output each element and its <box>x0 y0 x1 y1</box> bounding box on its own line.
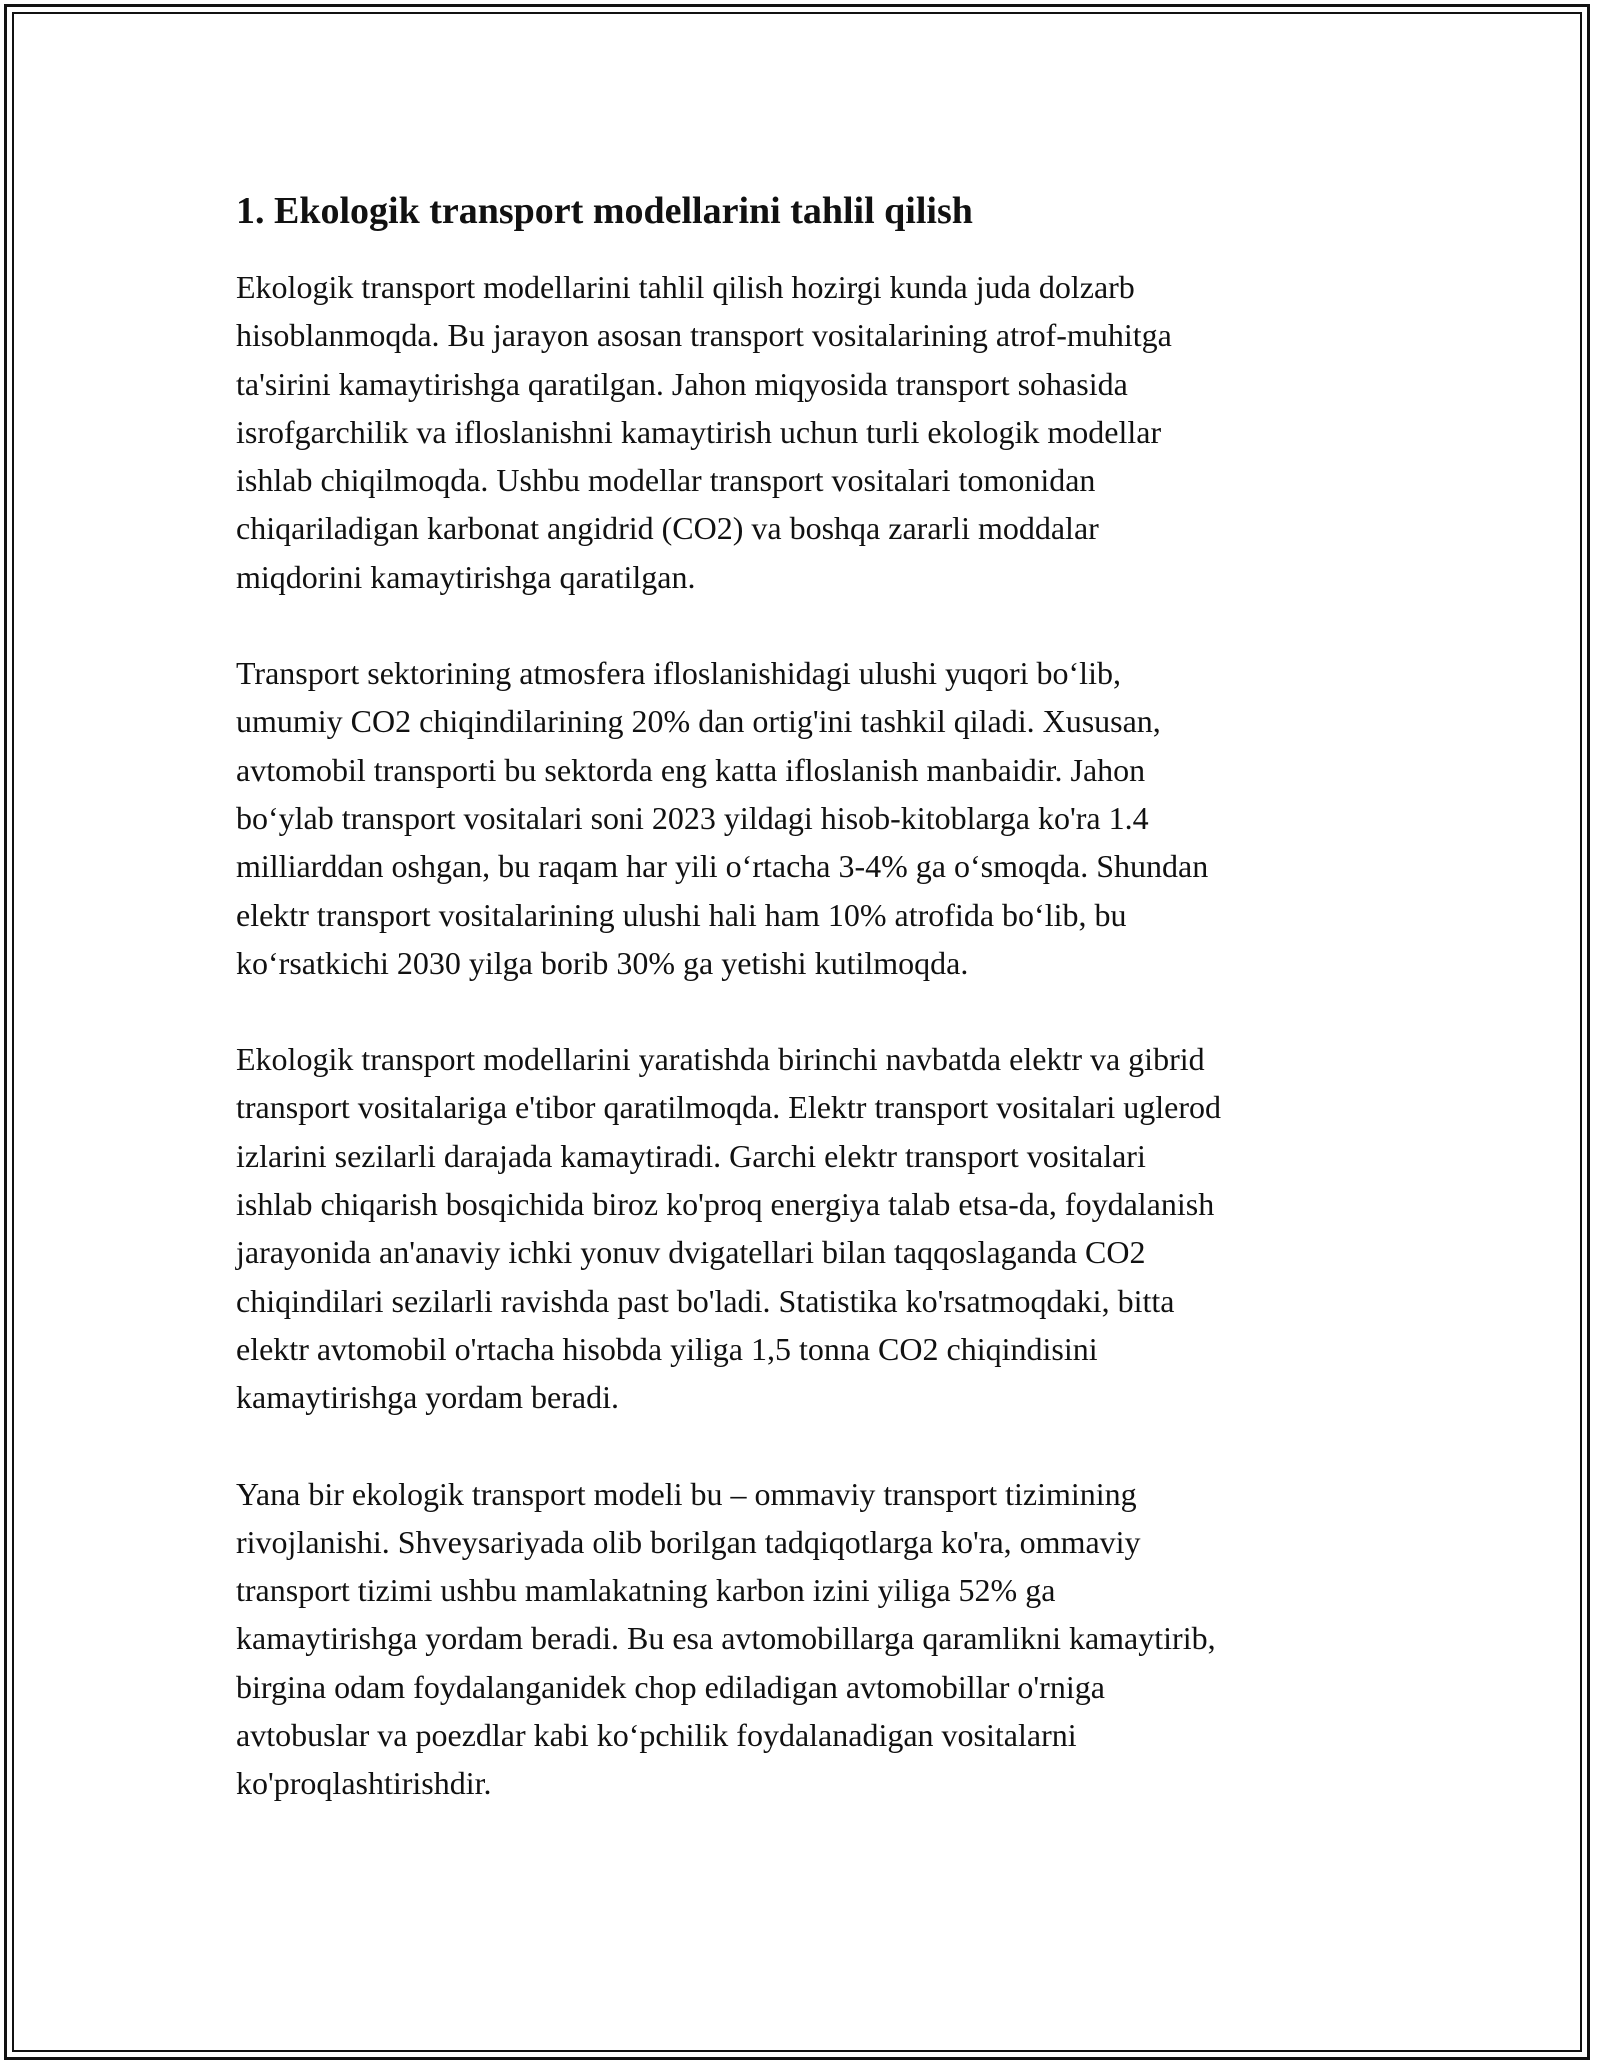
paragraph-4: Yana bir ekologik transport modeli bu – ommaviy transport tizimining rivojlanishi. Shveysariyada olib borilgan tadqiqotlarga ko'ra, ommaviy transport tizimi ushbu mamlakatning karbon izini yiliga 52% ga kamaytirishga yordam beradi. Bu esa avtomobillarga qaramlikni kamaytirib, birgina odam foydalanganidek chop ediladigan avtomobillar o'rniga avtobuslar va poezdlar kabi ko‘pchilik foydalanadigan vositalarni ko'proqlashtirishdir. <box>236 1475 1216 1802</box>
paragraph-3: Ekologik transport modellarini yaratishda birinchi navbatda elektr va gibrid transport vositalariga e'tibor qaratilmoqda. Elektr transport vositalari uglerod izlarini sezilarli darajada kamaytiradi. Garchi elektr transport vositalari ishlab chiqarish bosqichida biroz ko'proq energiya talab etsa-da, foydalanish jarayonida an'anaviy ichki yonuv dvigatellari bilan taqqoslaganda CO2 chiqindilari sezilarli ravishda past bo'ladi. Statistika ko'rsatmoqdaki, bitta elektr avtomobil o'rtacha hisobda yiliga 1,5 tonna CO2 chiqindisini kamaytirishga yordam beradi. <box>236 1041 1222 1416</box>
paragraph-2: Transport sektorining atmosfera ifloslanishidagi ulushi yuqori bo‘lib, umumiy CO2 chiqindilarining 20% dan ortig'ini tashkil qiladi. Xususan, avtomobil transporti bu sektorda eng katta ifloslanish manbaidir. Jahon bo‘ylab transport vositalari soni 2023 yildagi hisob-kitoblarga ko'ra 1.4 milliarddan oshgan, bu raqam har yili o‘rtacha 3-4% ga o‘smoqda. Shundan elektr transport vositalarining ulushi hali ham 10% atrofida bo‘lib, bu ko‘rsatkichi 2030 yilga borib 30% ga yetishi kutilmoqda. <box>236 655 1209 981</box>
paragraph-1: Ekologik transport modellarini tahlil qilish hozirgi kunda juda dolzarb hisoblanmoqda. Bu jarayon asosan transport vositalarining atrof-muhitga ta'sirini kamaytirishga qaratilgan. Jahon miqyosida transport sohasida isrofgarchilik va ifloslanishni kamaytirish uchun turli ekologik modellar ishlab chiqilmoqda. Ushbu modellar transport vositalari tomonidan chiqariladigan karbonat angidrid (CO2) va boshqa zararli moddalar miqdorini kamaytirishga qaratilgan. <box>236 269 1172 595</box>
document-body <box>236 185 1386 1856</box>
section-heading: 1. Ekologik transport modellarini tahlil qilish <box>236 190 973 232</box>
